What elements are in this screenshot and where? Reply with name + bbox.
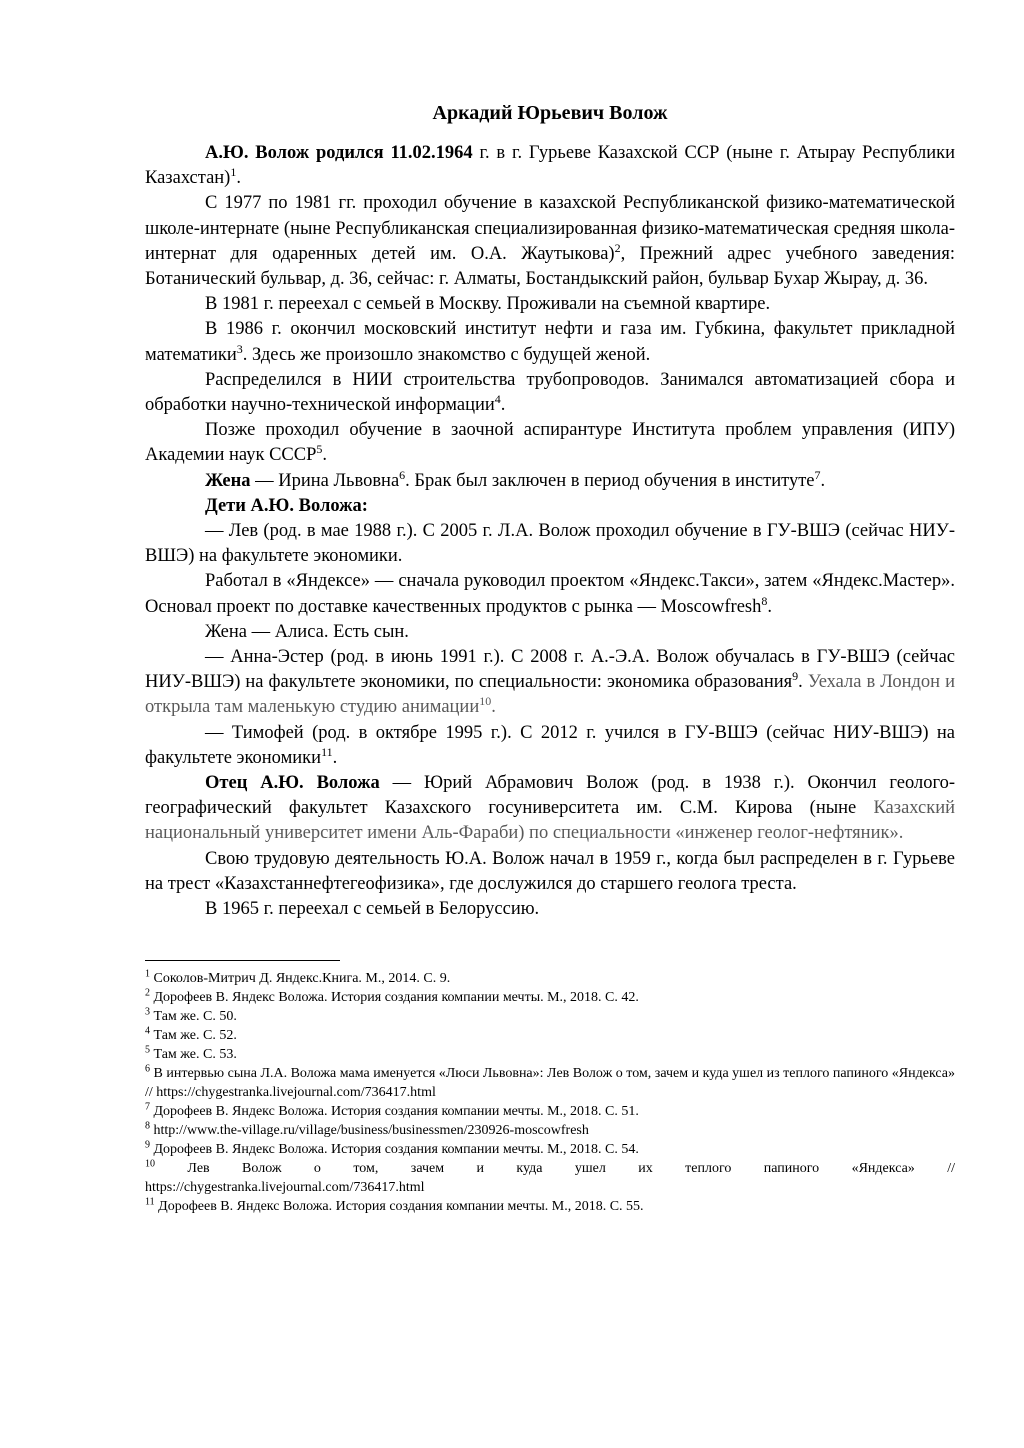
footnote	[145, 1140, 955, 1159]
paragraph	[145, 620, 955, 645]
footnote	[145, 988, 955, 1007]
footnote-number: 5	[145, 1044, 150, 1056]
footnote-text: https://chygestranka.livejournal.com/736417.html	[145, 1180, 425, 1196]
footnote-number: 1	[145, 968, 150, 980]
footnote-line	[145, 969, 955, 988]
footnote-ref: 2	[614, 240, 621, 255]
footnote-number: 11	[145, 1196, 155, 1208]
footnote-separator	[145, 960, 340, 961]
footnote-text: Дорофеев В. Яндекс Воложа. История создания компании мечты. М., 2018. С. 51.	[153, 1104, 639, 1120]
text-run: Жена — Алиса. Есть сын.	[205, 621, 409, 642]
footnotes-section	[145, 969, 955, 1216]
footnote	[145, 1026, 955, 1045]
footnote	[145, 1007, 955, 1026]
text-run: .	[500, 395, 506, 416]
text-run: В 1965 г. переехал с семьей в Белоруссию.	[205, 899, 540, 920]
footnote-text: Там же. С. 50.	[153, 1009, 237, 1025]
text-run: — Лев (род. в мае 1988 г.). С 2005 г. Л.А. Волож проходил обучение в ГУ-ВШЭ (сейчас НИУ-ВШЭ) на факультете экономики.	[145, 521, 955, 567]
text-run: — Анна-Эстер (род. в июнь 1991 г.). С 2008 г. А.-Э.А. Волож обучалась в ГУ-ВШЭ (сейчас НИУ-ВШЭ) на факультете экономики, по специальности: экономика образования	[145, 647, 955, 693]
footnote-line	[145, 988, 955, 1007]
text-run: .	[820, 470, 826, 491]
text-run: — Юрий Абрамович Волож (род. в 1938 г.). Окончил геолого-географический факультет Казахского госуниверситета им. С.М. Кирова (ныне	[145, 773, 956, 819]
text-run: .	[332, 747, 338, 768]
paragraph	[145, 368, 955, 418]
footnote	[145, 969, 955, 988]
text-run: .	[798, 672, 808, 693]
footnote-number: 10	[145, 1158, 155, 1170]
footnote	[145, 1159, 955, 1197]
paragraph	[145, 897, 955, 922]
footnote-ref: 9	[792, 669, 799, 684]
footnote-line	[145, 1045, 955, 1064]
text-run: — Тимофей (род. в октябре 1995 г.). С 2012 г. учился в ГУ-ВШЭ (сейчас НИУ-ВШЭ) на факультете экономики	[145, 722, 955, 768]
paragraph	[145, 645, 955, 721]
footnote-line	[145, 1178, 955, 1197]
footnote-number: 4	[145, 1025, 150, 1037]
footnote-number: 8	[145, 1120, 150, 1132]
footnote-text: Там же. С. 53.	[153, 1047, 237, 1063]
footnote-text: В интервью сына Л.А. Воложа мама именуется «Люси Львовна»: Лев Волож о том, зачем и куда ушел из теплого папиного «Яндекса» // https://chygestranka.livejournal.com/736417.html	[145, 1066, 956, 1101]
footnote-line	[145, 1064, 955, 1102]
footnote-line	[145, 1007, 955, 1026]
text-run: .	[491, 697, 496, 718]
paragraph	[145, 141, 955, 191]
text-run: , Прежний адрес учебного заведения: Ботанический бульвар, д. 36, сейчас: г. Алматы, Бостандыкский район, бульвар Бухар Жырау, д. 36.	[145, 243, 955, 290]
document-body	[145, 141, 955, 922]
footnote-number: 3	[145, 1006, 150, 1018]
footnote-line	[145, 1026, 955, 1045]
footnote-line	[145, 1121, 955, 1140]
paragraph	[145, 847, 955, 897]
text-run: В 1981 г. переехал с семьей в Москву. Проживали на съемной квартире.	[205, 294, 771, 315]
paragraph	[145, 494, 955, 519]
footnote-text: Дорофеев В. Яндекс Воложа. История создания компании мечты. М., 2018. С. 42.	[153, 990, 639, 1006]
footnote-ref: 1	[230, 165, 237, 180]
text-run: Свою трудовую деятельность Ю.А. Волож начал в 1959 г., когда был распределен в г. Гурьеве на трест «Казахстаннефтегеофизика», где дослужился до старшего геолога треста.	[145, 848, 955, 894]
footnote-ref: 6	[399, 467, 406, 482]
footnote-ref: 3	[236, 341, 243, 356]
footnote	[145, 1102, 955, 1121]
footnote	[145, 1197, 955, 1216]
footnote-line	[145, 1197, 955, 1216]
footnote-number: 6	[145, 1063, 150, 1075]
text-run: .	[322, 445, 328, 466]
footnote-ref: 10	[479, 694, 492, 709]
paragraph	[145, 317, 955, 367]
text-run: Жена	[205, 470, 251, 491]
footnote-ref: 11	[321, 744, 333, 759]
footnote-ref: 7	[814, 467, 821, 482]
text-run: Позже проходил обучение в заочной аспирантуре Института проблем управления (ИПУ) Академии наук СССР	[145, 420, 955, 466]
text-run: . Здесь же произошло знакомство с будущей женой.	[242, 344, 651, 365]
footnote-line	[145, 1159, 955, 1178]
footnote-number: 9	[145, 1139, 150, 1151]
paragraph	[145, 721, 955, 771]
text-run: — Ирина Львовна	[250, 470, 400, 491]
text-run: .	[767, 596, 772, 617]
footnote-ref: 4	[494, 391, 501, 406]
paragraph	[145, 519, 955, 569]
text-run: Дети А.Ю. Воложа:	[205, 495, 368, 516]
text-run: г. в г. Гурьеве Казахской ССР (ныне г. Атырау Республики Казахстан)	[145, 143, 955, 189]
footnote	[145, 1064, 955, 1102]
footnote-line	[145, 1102, 955, 1121]
footnote-ref: 5	[316, 442, 323, 457]
paragraph	[145, 469, 955, 494]
footnote-text: Дорофеев В. Яндекс Воложа. История создания компании мечты. М., 2018. С. 55.	[158, 1199, 644, 1215]
text-run: Распределился в НИИ строительства трубопроводов. Занимался автоматизацией сбора и обработки научно-технической информации	[145, 369, 955, 416]
footnote-text: http://www.the-village.ru/village/business/businessmen/230926-moscowfresh	[153, 1123, 589, 1139]
text-run: А.Ю. Волож родился 11.02.1964	[205, 143, 473, 163]
text-run: Отец А.Ю. Воложа	[205, 773, 380, 794]
paragraph	[145, 569, 955, 619]
footnote	[145, 1121, 955, 1140]
footnote-ref: 8	[761, 593, 768, 608]
text-run: Работал в «Яндексе» — сначала руководил проектом «Яндекс.Такси», затем «Яндекс.Мастер». Основал проект по доставке качественных продуктов с рынка — Moscowfresh	[145, 571, 955, 617]
paragraph	[145, 191, 955, 292]
paragraph	[145, 418, 955, 468]
text-run: В 1986 г. окончил московский институт нефти и газа им. Губкина, факультет прикладной математики	[145, 319, 955, 365]
footnote-number: 2	[145, 987, 150, 999]
document-title: Аркадий Юрьевич Волож	[432, 102, 668, 124]
text-run: . Брак был заключен в период обучения в институте	[405, 470, 815, 491]
footnote-line	[145, 1140, 955, 1159]
text-run: Уехала в Лондон и открыла там маленькую студию анимации	[145, 672, 955, 718]
text-run: С 1977 по 1981 гг. проходил обучение в казахской Республиканской физико-математической школе-интернате (ныне Республиканская специализированная физико-математическая средняя школа-интернат для одаренных детей им. О.А. Жаутыкова)	[145, 193, 955, 264]
footnote-number: 7	[145, 1101, 150, 1113]
paragraph	[145, 771, 955, 847]
text-run: Казахский национальный университет имени Аль-Фараби) по специальности «инженер геолог-нефтяник».	[145, 798, 955, 844]
footnote-text: Дорофеев В. Яндекс Воложа. История создания компании мечты. М., 2018. С. 54.	[153, 1142, 639, 1158]
footnote	[145, 1045, 955, 1064]
text-run: .	[236, 168, 241, 189]
footnote-text: Лев Волож о том, зачем и куда ушел их теплого папиного «Яндекса» //	[187, 1161, 955, 1177]
footnote-text: Соколов-Митрич Д. Яндекс.Книга. М., 2014. С. 9.	[153, 971, 451, 987]
footnote-text: Там же. С. 52.	[153, 1028, 237, 1044]
paragraph	[145, 292, 955, 317]
